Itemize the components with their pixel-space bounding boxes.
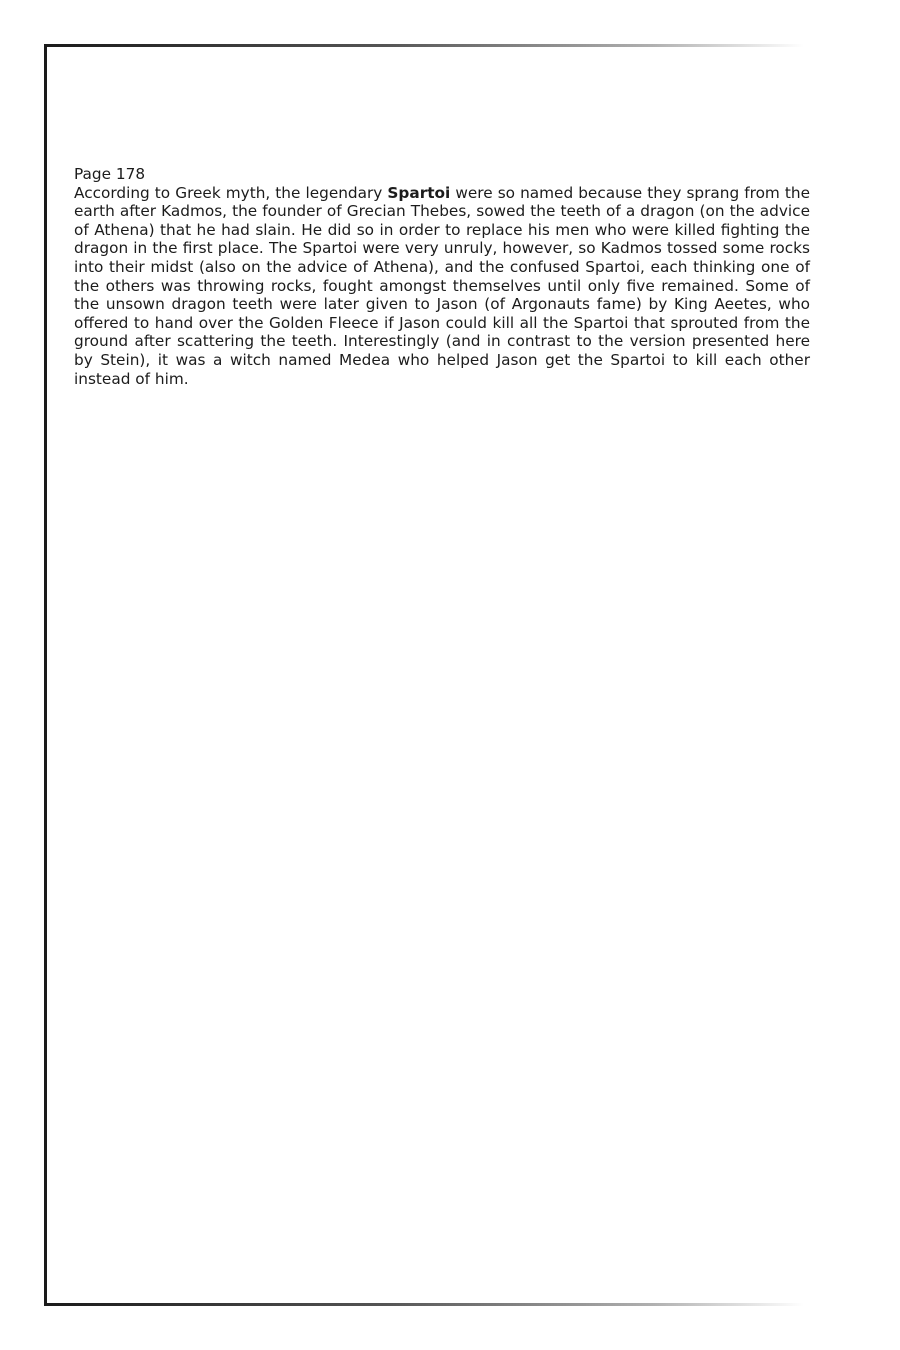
page-reference-label: Page 178 [74, 165, 146, 183]
endnote-paragraph [74, 184, 810, 389]
endnote-term: Spartoi [387, 183, 451, 202]
page-frame-left-border [44, 44, 47, 1306]
page-frame-bottom-border [44, 1303, 804, 1306]
page-frame-top-border [44, 44, 804, 47]
endnote-block [74, 165, 810, 388]
endnote-text-rest: were so named because they sprang from the earth after Kadmos, the founder of Grecian Thebes, sowed the teeth of a dragon (on the advice of Athena) that he had slain. He did so in order to replace his men who were killed fighting the dragon in the first place. The Spartoi were very unruly, however, so Kadmos tossed some rocks into their midst (also on the advice of Athena), and the confused Spartoi, each thinking one of the others was throwing rocks, fought amongst themselves until only five remained. Some of the unsown dragon teeth were later given to Jason (of Argonauts fame) by King Aeetes, who offered to hand over the Golden Fleece if Jason could kill all the Spartoi that sprouted from the ground after scattering the teeth. Interestingly (and in contrast to the version presented here by Stein), it was a witch named Medea who helped Jason get the Spartoi to kill each other instead of him. [74, 183, 810, 388]
endnote-text-start: According to Greek myth, the legendary [74, 183, 388, 202]
